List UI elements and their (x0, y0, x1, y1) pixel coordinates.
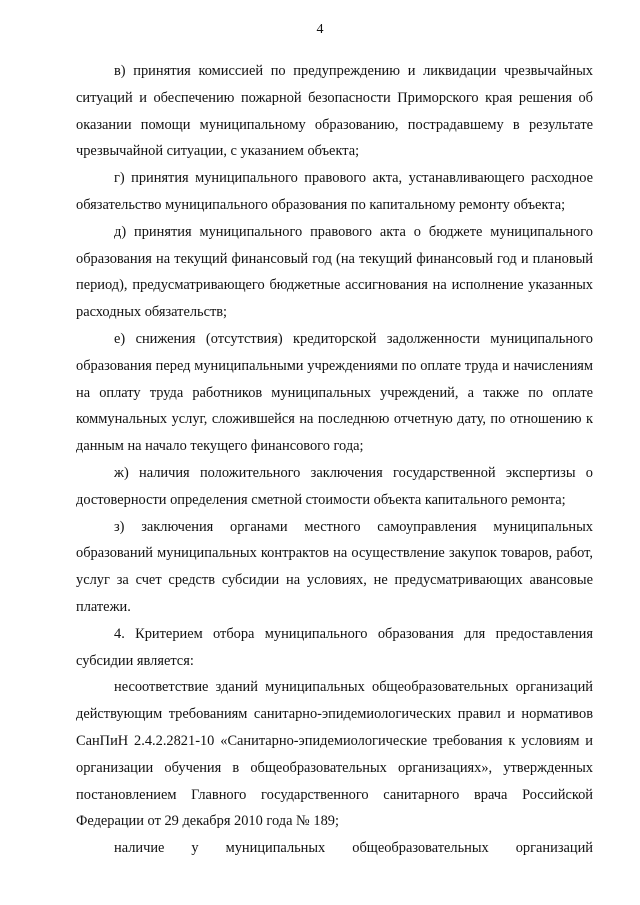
paragraph-item-g: г) принятия муниципального правового акта, устанавливающего расходное обязательство муниципального образования по капитальному ремонту объекта; (76, 170, 593, 213)
paragraph-section-4: 4. Критерием отбора муниципального образования для предоставления субсидии является: (76, 625, 593, 669)
paragraph-criterion-presence: наличие у муниципальных общеобразовательных организаций (114, 840, 593, 857)
paragraph-item-zh: ж) наличия положительного заключения государственной экспертизы о достоверности определения сметной стоимости объекта капитального ремонта; (76, 464, 593, 508)
paragraph-item-z: з) заключения органами местного самоуправления муниципальных образований муниципальных контрактов на осуществление закупок товаров, работ, услуг за счет средств субсидии на условиях, не предусматривающих авансовые платежи. (76, 518, 593, 615)
page-number: 4 (316, 22, 324, 37)
paragraph-item-v: в) принятия комиссией по предупреждению и ликвидации чрезвычайных ситуаций и обеспечению пожарной безопасности Приморского края решения об оказании помощи муниципальному образованию, пострадавшему в результате чрезвычайной ситуации, с указанием объекта; (76, 63, 593, 160)
paragraph-criterion-noncompliance: несоответствие зданий муниципальных общеобразовательных организаций действующим требованиям санитарно-эпидемиологических правил и нормативов СанПиН 2.4.2.2821-10 «Санитарно-эпидемиологические требования к условиям и организации обучения в общеобразовательных организациях», утвержденных постановлением Главного государственного санитарного врача Российской Федерации от 29 декабря 2010 года № 189; (76, 679, 593, 830)
document-body (76, 58, 593, 862)
paragraph-item-e: е) снижения (отсутствия) кредиторской задолженности муниципального образования перед муниципальными учреждениями по оплате труда и начислениям на оплату труда работников муниципальных учреждений, а также по оплате коммунальных услуг, сложившейся на последнюю отчетную дату, по отношению к данным на начало текущего финансового года; (76, 330, 593, 455)
paragraph-item-d: д) принятия муниципального правового акта о бюджете муниципального образования на текущий финансовый год (на текущий финансовый год и плановый период), предусматривающего бюджетные ассигнования на исполнение указанных расходных обязательств; (76, 223, 593, 321)
